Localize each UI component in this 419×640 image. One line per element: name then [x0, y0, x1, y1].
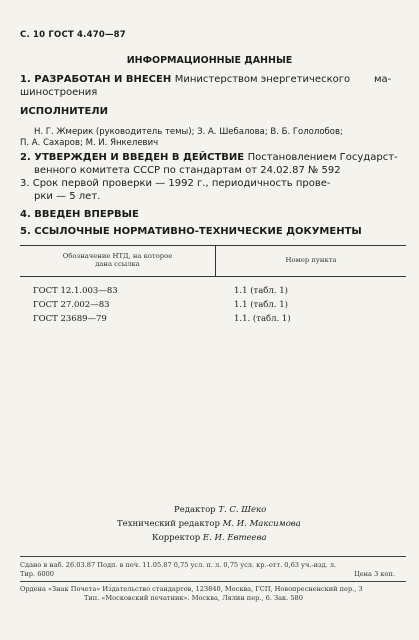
executors-line-1: Н. Г. Жмерик (руководитель темы); З. А. Шебалова; В. Б. Гололобов;	[34, 127, 343, 137]
imprint-price: Цена 3 коп.	[354, 570, 395, 578]
table-cell-doc: ГОСТ 27.002—83	[33, 300, 110, 310]
section-2-lead: 2. УТВЕРЖДЕН И ВВЕДЕН В ДЕЙСТВИЕ	[20, 152, 245, 163]
table-cell-item: 1.1 (табл. 1)	[234, 286, 288, 296]
section-4: 4. ВВЕДЕН ВПЕРВЫЕ	[20, 209, 139, 220]
page-reference: С. 10 ГОСТ 4.470—87	[20, 30, 126, 40]
section-1-hyphen: ма-	[374, 74, 392, 85]
section-3-line-1: 3. Срок первой проверки — 1992 г., периодичность прове-	[20, 178, 331, 189]
imprint-publisher: Ордена «Знак Почета» Издательство стандартов, 123840, Москва, ГСП, Новопресненский пер., 3	[20, 585, 363, 593]
section-5: 5. ССЫЛОЧНЫЕ НОРМАТИВНО-ТЕХНИЧЕСКИЕ ДОКУМЕНТЫ	[20, 226, 362, 237]
table-header-item: Номер пункта	[285, 256, 337, 264]
imprint-divider-bottom	[20, 581, 406, 582]
imprint-circulation: Тир. 6000	[20, 570, 54, 578]
section-2-line-1	[20, 152, 398, 163]
section-1-lead: 1. РАЗРАБОТАН И ВНЕСЕН	[20, 74, 172, 85]
table-cell-doc: ГОСТ 12.1.003—83	[33, 286, 118, 296]
imprint-divider-top	[20, 556, 406, 557]
imprint-line-1: Сдано в наб. 26.03.87 Подп. в печ. 11.05.87 0,75 усл. п. л. 0,75 усл. кр.-отт. 0,63 уч.-изд. л.	[20, 561, 337, 569]
section-1-text: Министерством энергетического	[174, 74, 351, 85]
table-cell-item: 1.1 (табл. 1)	[234, 300, 288, 310]
executors-heading: ИСПОЛНИТЕЛИ	[20, 106, 108, 117]
table-header-document: Обозначение НТД, на которое дана ссылка	[62, 252, 173, 268]
editor-line: Редактор Т. С. Шеко	[174, 505, 267, 515]
table-cell-item: 1.1. (табл. 1)	[234, 314, 291, 324]
tech-editor-line: Технический редактор М. И. Максимова	[117, 519, 301, 529]
section-1-line-2: шиностроения	[20, 87, 98, 98]
imprint-printer: Тип. «Московский печатник». Москва, Лялин пер., 6. Зак. 580	[84, 594, 303, 602]
corrector-line: Корректор Е. И. Евтеева	[152, 533, 267, 543]
section-2-rest: Постановлением Государст-	[247, 152, 398, 163]
document-title: ИНФОРМАЦИОННЫЕ ДАННЫЕ	[126, 55, 293, 66]
section-1-line-1	[20, 74, 350, 85]
executors-line-2: П. А. Сахаров; М. И. Янкелевич	[20, 138, 159, 148]
section-3-line-2: рки — 5 лет.	[34, 191, 101, 202]
table-cell-doc: ГОСТ 23689—79	[33, 314, 107, 324]
section-2-line-2: венного комитета СССР по стандартам от 24.02.87 № 592	[34, 165, 341, 176]
